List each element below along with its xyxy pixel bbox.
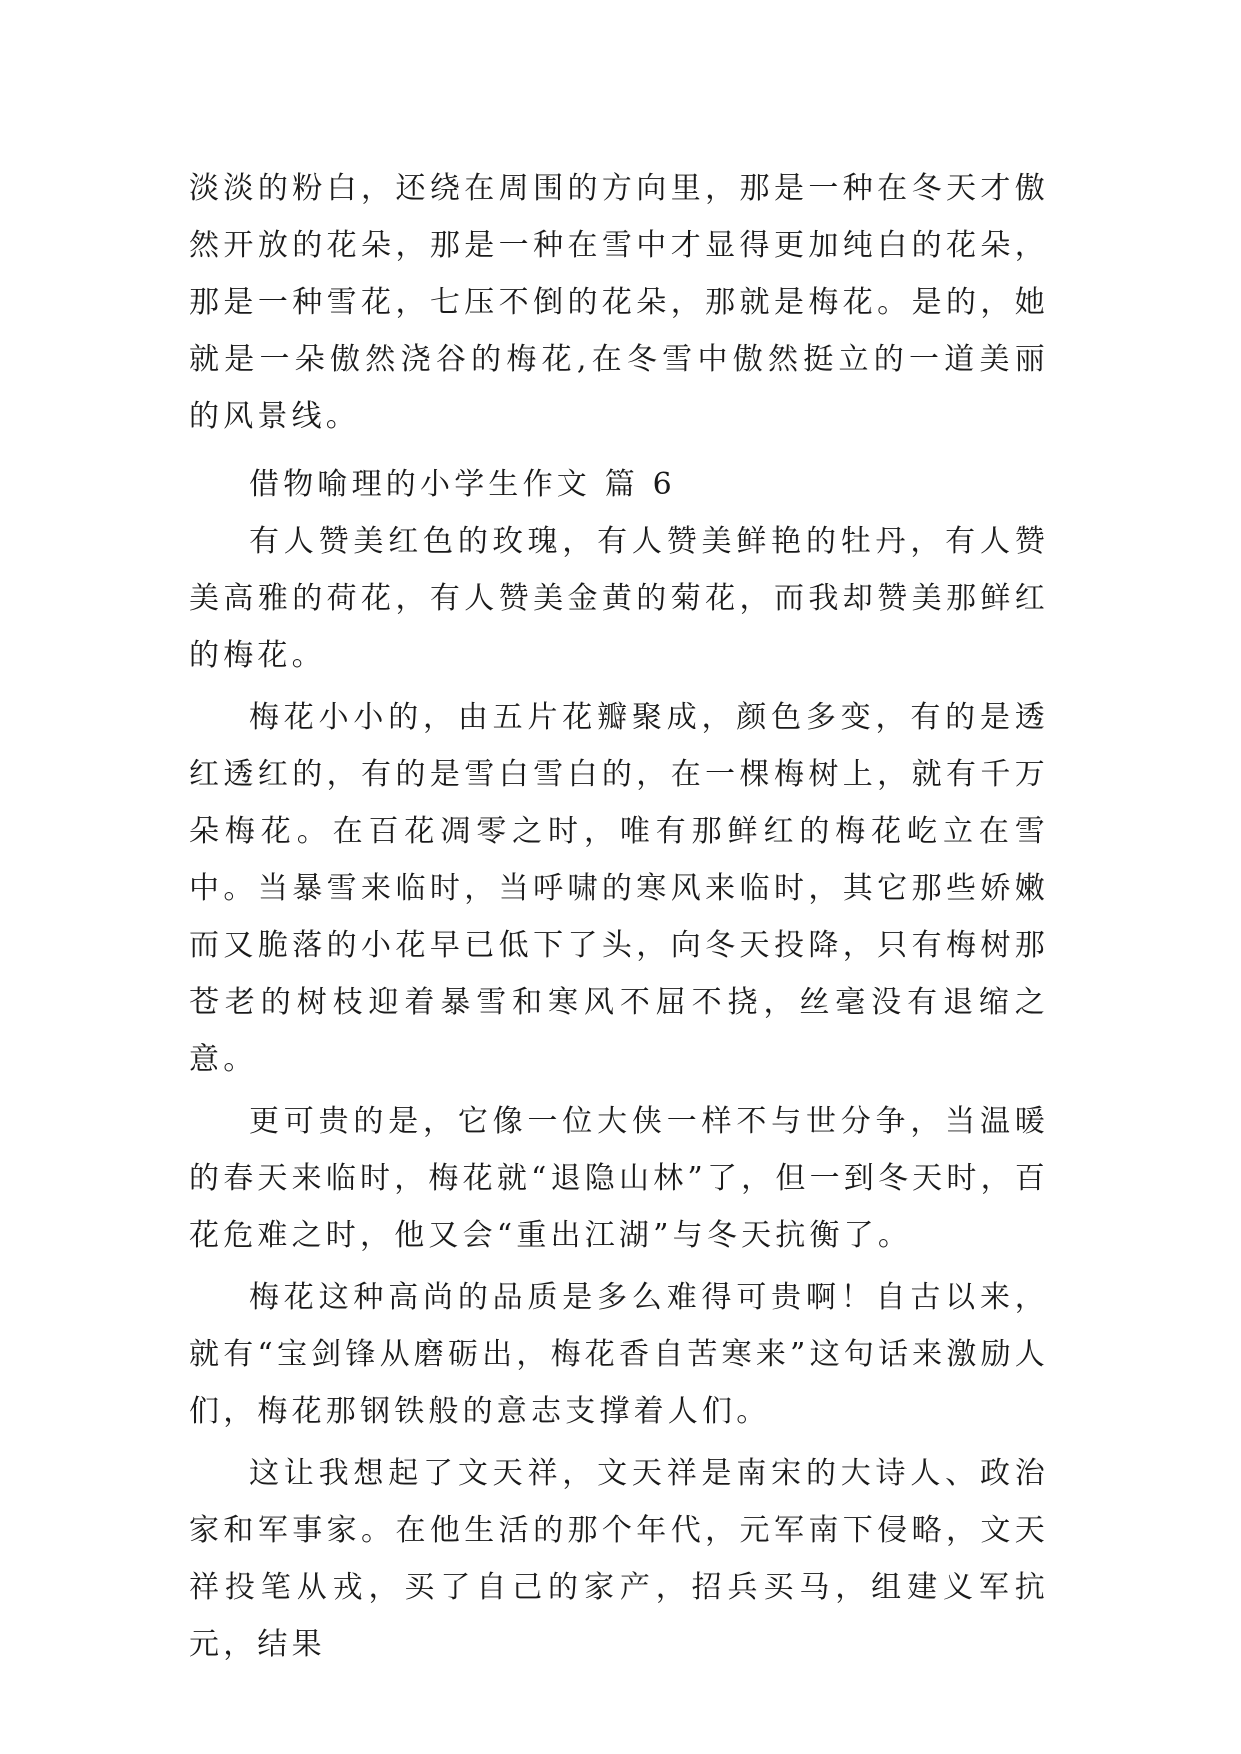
- essay-paragraph: 更可贵的是，它像一位大侠一样不与世分争，当温暖的春天来临时，梅花就“退隐山林”了，但一到冬天时，百花危难之时，他又会“重出江湖”与冬天抗衡了。: [189, 1104, 1049, 1253]
- essay-paragraph: 这让我想起了文天祥，文天祥是南宋的大诗人、政治家和军事家。在他生活的那个年代，元军南下侵略，文天祥投笔从戎，买了自己的家产，招兵买马，组建义军抗元，结果: [189, 1456, 1049, 1662]
- intro-paragraph: 淡淡的粉白，还绕在周围的方向里，那是一种在冬天才傲然开放的花朵，那是一种在雪中才显得更加纯白的花朵，那是一种雪花，七压不倒的花朵，那就是梅花。是的，她就是一朵傲然浇谷的梅花,在冬雪中傲然挺立的一道美丽的风景线。: [189, 171, 1049, 434]
- essay-paragraph: 有人赞美红色的玫瑰，有人赞美鲜艳的牡丹，有人赞美高雅的荷花，有人赞美金黄的菊花，而我却赞美那鲜红的梅花。: [189, 524, 1049, 673]
- section-heading: 借物喻理的小学生作文 篇 6: [249, 467, 676, 502]
- essay-paragraph: 梅花小小的，由五片花瓣聚成，颜色多变，有的是透红透红的，有的是雪白雪白的，在一棵梅树上，就有千万朵梅花。在百花凋零之时，唯有那鲜红的梅花屹立在雪中。当暴雪来临时，当呼啸的寒风来临时，其它那些娇嫩而又脆落的小花早已低下了头，向冬天投降，只有梅树那苍老的树枝迎着暴雪和寒风不屈不挠，丝毫没有退缩之意。: [189, 700, 1049, 1077]
- essay-paragraph: 梅花这种高尚的品质是多么难得可贵啊！自古以来，就有“宝剑锋从磨砺出，梅花香自苦寒来”这句话来激励人们，梅花那钢铁般的意志支撑着人们。: [189, 1280, 1049, 1429]
- essay-section: [189, 456, 1049, 1678]
